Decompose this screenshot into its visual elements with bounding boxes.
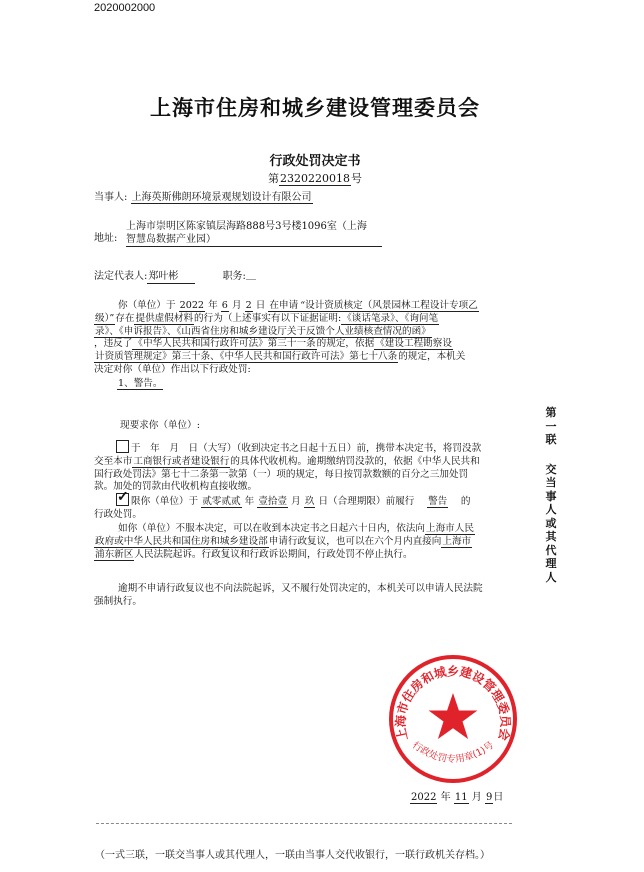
violated-law: 《中华人民共和国行政许可法》第三十一条 <box>133 338 316 350</box>
text: 强制执行。 <box>94 595 142 607</box>
text: 存在 <box>115 312 135 324</box>
text: 的规定，本机关 <box>398 351 466 363</box>
text: 你（单位）于 <box>118 300 176 311</box>
seal-text: 上海市住房和城乡建设管理委员会 <box>393 664 513 742</box>
text: 年 <box>440 792 451 803</box>
position-label: 职务: <box>222 271 246 282</box>
text: 日（合理期限）前履行 <box>318 496 415 507</box>
address-label: 地址: <box>94 233 118 244</box>
enforce-paragraph <box>94 583 536 609</box>
text: 决定对你（单位）作出以下行政处罚: <box>94 363 251 375</box>
copy-number: 第一联 <box>545 406 557 446</box>
position-value: ＿ <box>245 271 256 282</box>
document-id: 2020002000 <box>94 2 156 14</box>
text: 的规定，依据 <box>316 338 375 350</box>
text: 款。加处的罚款由代收机构直接收缴。 <box>94 481 258 493</box>
evidence: 《谈话笔录》、《询问笔 <box>342 312 439 324</box>
text: 申请行政复议，也可以在六个月内直接向 <box>268 535 442 547</box>
violation-act: 提供虚假材料 <box>135 312 194 324</box>
text: 人民法院起诉。行政复议和行政诉讼期间，行政处罚不停止执行。 <box>134 548 413 560</box>
footer-note: （一式三联，一联交当事人或其代理人，一联由当事人交代收银行，一联行政机关存档。） <box>95 850 490 861</box>
fine-checkbox[interactable] <box>116 440 129 453</box>
sign-date <box>410 791 503 804</box>
seal-bottom-text: 行政处罚专用章(1)号 <box>410 739 496 766</box>
appeal-paragraph <box>94 523 536 561</box>
doc-number-prefix: 第 <box>268 172 279 185</box>
document-number <box>0 170 630 186</box>
deadline-checkbox[interactable] <box>116 489 129 506</box>
evidence-list: 录》、《申诉报告》、《山西省住房和城乡建设厅关于反馈个人业绩核查情况的函》 <box>95 325 431 337</box>
text: 交至本市 <box>94 455 133 467</box>
party-label: 当事人: <box>94 192 128 203</box>
text: 月 <box>471 792 482 803</box>
court-city: 上海市 <box>442 535 472 547</box>
party-line <box>94 191 313 204</box>
doc-number-suffix: 号 <box>351 172 362 185</box>
text: 的行为（上述事实有以下证据证明: <box>194 312 342 324</box>
text: 限你（单位）于 <box>131 496 199 507</box>
bank-name: 工商银行或者建设银行 <box>133 455 230 467</box>
violation-context: 在申请 <box>269 300 299 311</box>
legal-rep-line <box>94 270 256 284</box>
basis-law-cont: 计资质管理规定》第三十条、《中华人民共和国行政许可法》第七十八条 <box>95 351 398 363</box>
party-name: 上海英斯佛朗环境景观规划设计有限公司 <box>131 192 312 203</box>
text: 月 <box>291 496 301 507</box>
text: 日 <box>493 792 504 803</box>
fine-option <box>94 440 536 494</box>
legal-rep-name: 郑叶彬 <box>147 270 195 284</box>
text: 的具体代收机构。逾期缴纳罚没款的，依据《中华人民共和 <box>230 455 480 467</box>
violation-paragraph <box>94 300 536 377</box>
text: 国行政处罚法》第七十二条第一款第（一）项的规定，每日按罚款数额的百分之三加处罚 <box>94 468 469 480</box>
official-seal <box>386 652 520 786</box>
text: 月 <box>231 300 242 311</box>
doc-number-value: 2320220018 <box>280 172 350 185</box>
sign-year: 2022 <box>411 792 437 803</box>
review-authority: 上海市人民 <box>426 523 474 534</box>
text: 的 <box>460 496 471 507</box>
deadline-act: 警告 <box>428 496 448 507</box>
text: 年 <box>208 300 218 311</box>
footer-divider <box>96 823 512 824</box>
text: 日 <box>255 300 266 311</box>
check-icon: ✓ <box>117 489 129 505</box>
violation-year: 2022 <box>179 300 205 311</box>
copy-side-note <box>543 406 559 584</box>
text: 于 年 月 日（大写）（收到决定书之日起十五日）前，携带本决定书，将罚没款 <box>131 443 482 454</box>
deadline-day: 玖 <box>304 496 315 507</box>
deadline-month: 壹拾壹 <box>258 496 288 507</box>
violation-month: 6 <box>221 300 228 311</box>
star-icon <box>429 693 478 739</box>
legal-rep-label: 法定代表人: <box>94 271 148 282</box>
sign-day: 9 <box>485 792 493 803</box>
deadline-year: 贰零贰贰 <box>202 496 241 507</box>
basis-law: 《建设工程勘察设 <box>375 338 452 350</box>
violation-item: “设计资质核定（风景园林工程设计专项乙 <box>300 300 478 311</box>
penalty-item <box>117 378 163 391</box>
review-authority-cont: 政府或中华人民共和国住房和城乡建设部 <box>95 535 268 547</box>
deadline-option <box>94 489 536 522</box>
require-text: 现要求你（单位）: <box>120 420 200 431</box>
violation-item-end: 级）” <box>95 312 115 324</box>
copy-holder: 交当事人或其代理人 <box>545 462 557 584</box>
document-title: 行政处罚决定书 <box>269 154 361 169</box>
text: 逾期不申请行政复议也不向法院起诉，又不履行处罚决定的，本机关可以申请人民法院 <box>118 583 483 594</box>
address-value <box>126 220 382 247</box>
sign-month: 11 <box>454 792 468 803</box>
text: ，违反了 <box>94 338 133 350</box>
court-district: 浦东新区 <box>95 548 134 560</box>
penalty-text: 1、警告。 <box>118 378 163 389</box>
text: 年 <box>244 496 255 507</box>
text: 如你（单位）不服本决定，可以在收到本决定书之日起六十日内，依法向 <box>118 523 425 534</box>
violation-day: 2 <box>245 300 252 311</box>
organization-title: 上海市住房和城乡建设管理委员会 <box>150 95 480 120</box>
address-line-1: 上海市崇明区陈家镇层海路888号3号楼1096室（上海 <box>126 221 367 232</box>
address-line-2: 智慧岛数据产业园） <box>126 234 216 245</box>
text: 行政处罚。 <box>94 508 142 520</box>
